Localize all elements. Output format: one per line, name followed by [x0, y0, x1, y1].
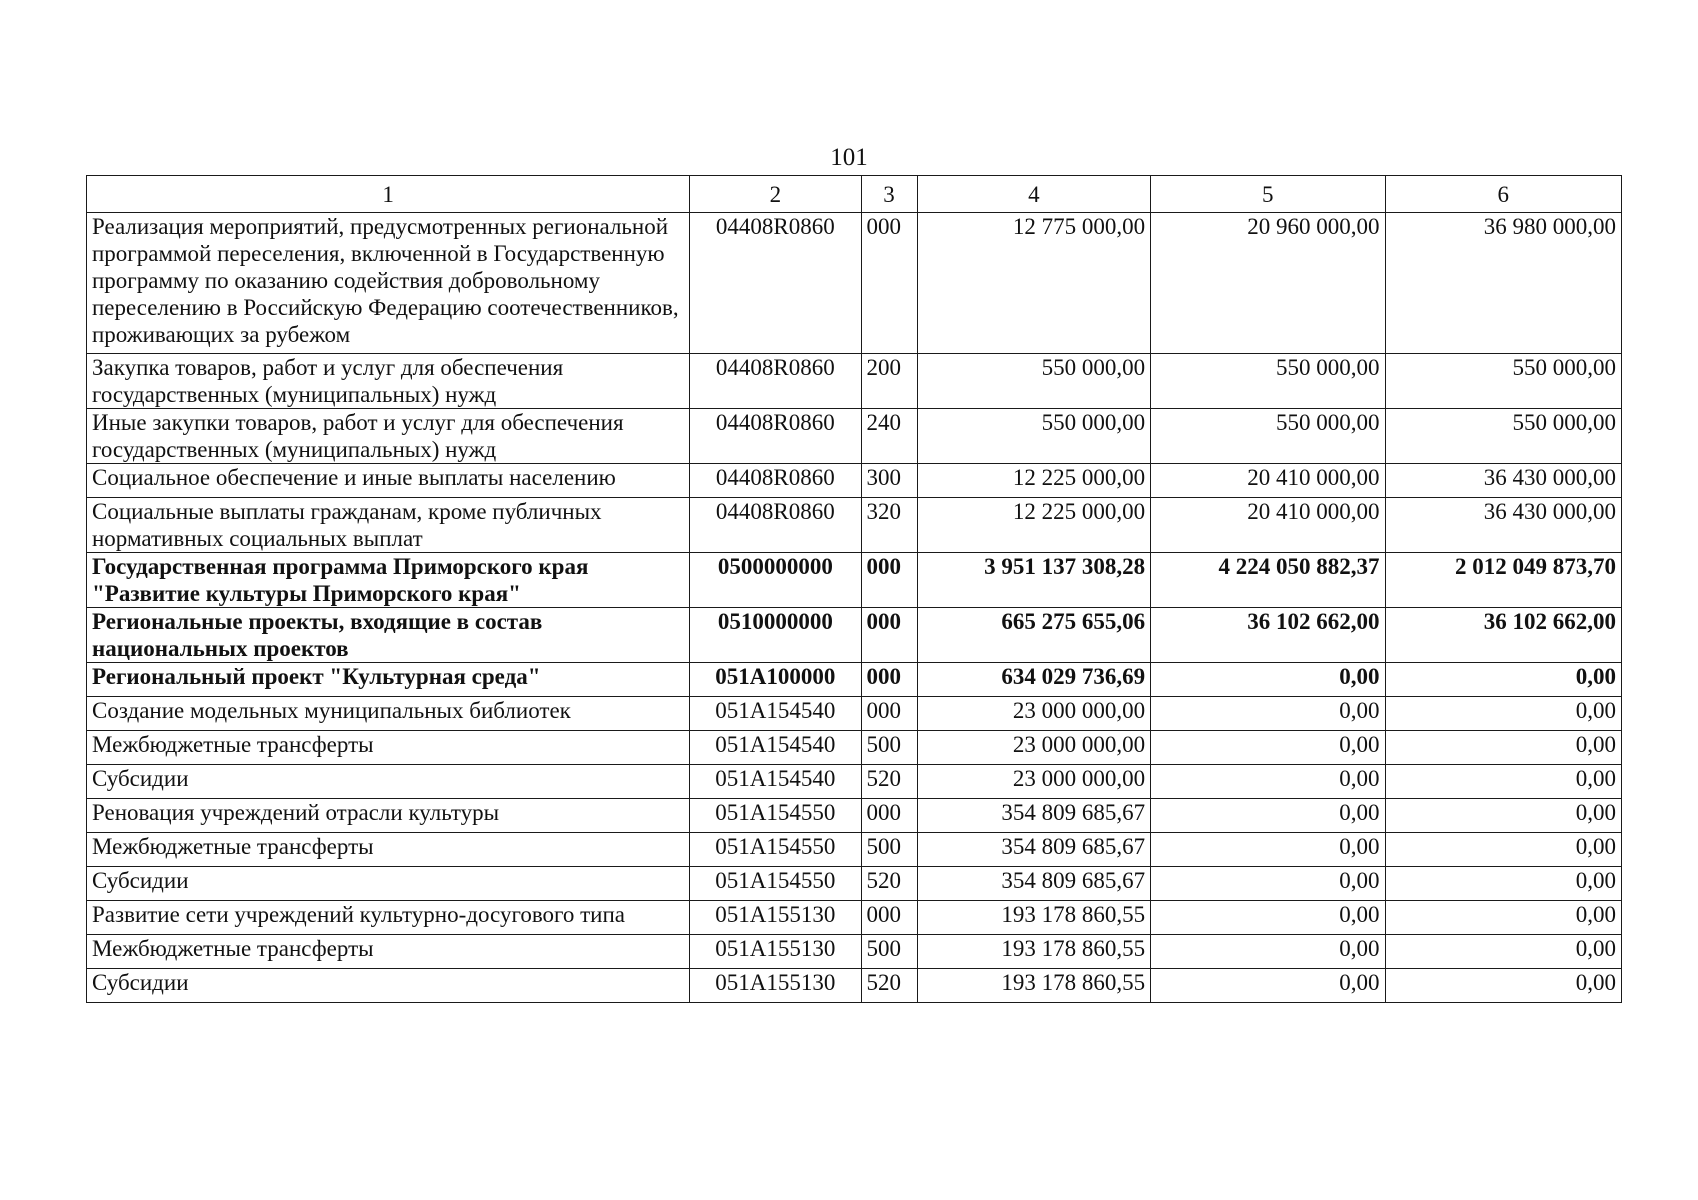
row-value-col4: 634 029 736,69 — [917, 663, 1150, 697]
row-value-col6: 550 000,00 — [1385, 409, 1621, 464]
row-type: 000 — [861, 608, 917, 663]
header-col-1: 1 — [87, 176, 690, 213]
row-name: Закупка товаров, работ и услуг для обеспечения государственных (муниципальных) нужд — [87, 354, 690, 409]
table-row — [87, 969, 1622, 1003]
table-row — [87, 663, 1622, 697]
row-value-col6: 0,00 — [1385, 867, 1621, 901]
row-value-col5: 0,00 — [1151, 935, 1385, 969]
row-value-col4: 3 951 137 308,28 — [917, 553, 1150, 608]
row-type: 000 — [861, 697, 917, 731]
row-type: 300 — [861, 464, 917, 498]
table-row — [87, 498, 1622, 553]
row-value-col6: 36 430 000,00 — [1385, 464, 1621, 498]
row-code: 051A154540 — [690, 765, 861, 799]
row-value-col4: 550 000,00 — [917, 409, 1150, 464]
row-type: 500 — [861, 935, 917, 969]
row-value-col5: 36 102 662,00 — [1151, 608, 1385, 663]
row-type: 520 — [861, 969, 917, 1003]
row-value-col4: 354 809 685,67 — [917, 867, 1150, 901]
row-value-col4: 23 000 000,00 — [917, 765, 1150, 799]
row-name: Субсидии — [87, 969, 690, 1003]
row-value-col4: 12 225 000,00 — [917, 498, 1150, 553]
header-col-5: 5 — [1151, 176, 1385, 213]
table-row — [87, 935, 1622, 969]
table-row — [87, 901, 1622, 935]
table-row — [87, 608, 1622, 663]
row-value-col5: 0,00 — [1151, 731, 1385, 765]
row-name: Социальное обеспечение и иные выплаты населению — [87, 464, 690, 498]
page-number: 101 — [830, 144, 868, 171]
row-type: 320 — [861, 498, 917, 553]
row-name: Развитие сети учреждений культурно-досугового типа — [87, 901, 690, 935]
row-value-col4: 550 000,00 — [917, 354, 1150, 409]
row-type: 500 — [861, 833, 917, 867]
table-row — [87, 553, 1622, 608]
table-row — [87, 731, 1622, 765]
row-code: 04408R0860 — [690, 213, 861, 354]
row-type: 200 — [861, 354, 917, 409]
table-row — [87, 464, 1622, 498]
row-value-col4: 193 178 860,55 — [917, 935, 1150, 969]
row-value-col6: 2 012 049 873,70 — [1385, 553, 1621, 608]
row-type: 500 — [861, 731, 917, 765]
row-code: 051A155130 — [690, 901, 861, 935]
budget-table — [86, 175, 1622, 1003]
row-value-col5: 20 410 000,00 — [1151, 464, 1385, 498]
row-code: 04408R0860 — [690, 498, 861, 553]
header-row — [87, 176, 1622, 213]
row-value-col4: 193 178 860,55 — [917, 901, 1150, 935]
row-value-col5: 550 000,00 — [1151, 409, 1385, 464]
row-name: Государственная программа Приморского края "Развитие культуры Приморского края" — [87, 553, 690, 608]
table-row — [87, 799, 1622, 833]
row-name: Региональный проект "Культурная среда" — [87, 663, 690, 697]
row-value-col5: 20 960 000,00 — [1151, 213, 1385, 354]
row-name: Субсидии — [87, 765, 690, 799]
row-value-col5: 0,00 — [1151, 969, 1385, 1003]
row-code: 04408R0860 — [690, 354, 861, 409]
row-code: 051A155130 — [690, 935, 861, 969]
row-code: 051A155130 — [690, 969, 861, 1003]
table-row — [87, 213, 1622, 354]
table-row — [87, 765, 1622, 799]
row-value-col5: 0,00 — [1151, 663, 1385, 697]
row-type: 520 — [861, 867, 917, 901]
row-code: 051A154550 — [690, 867, 861, 901]
row-code: 0510000000 — [690, 608, 861, 663]
row-value-col6: 0,00 — [1385, 935, 1621, 969]
table-body — [87, 213, 1622, 1003]
row-value-col6: 0,00 — [1385, 731, 1621, 765]
header-col-6: 6 — [1385, 176, 1621, 213]
row-value-col6: 0,00 — [1385, 799, 1621, 833]
row-type: 240 — [861, 409, 917, 464]
row-value-col4: 193 178 860,55 — [917, 969, 1150, 1003]
row-type: 000 — [861, 553, 917, 608]
table-row — [87, 409, 1622, 464]
row-value-col5: 550 000,00 — [1151, 354, 1385, 409]
row-code: 04408R0860 — [690, 464, 861, 498]
row-name: Межбюджетные трансферты — [87, 935, 690, 969]
row-type: 520 — [861, 765, 917, 799]
row-type: 000 — [861, 663, 917, 697]
row-code: 0500000000 — [690, 553, 861, 608]
table-row — [87, 867, 1622, 901]
row-value-col4: 354 809 685,67 — [917, 799, 1150, 833]
row-value-col5: 20 410 000,00 — [1151, 498, 1385, 553]
row-code: 051A154540 — [690, 697, 861, 731]
row-name: Социальные выплаты гражданам, кроме публичных нормативных социальных выплат — [87, 498, 690, 553]
row-value-col6: 550 000,00 — [1385, 354, 1621, 409]
header-col-2: 2 — [690, 176, 861, 213]
row-value-col4: 665 275 655,06 — [917, 608, 1150, 663]
row-value-col5: 0,00 — [1151, 901, 1385, 935]
row-value-col6: 0,00 — [1385, 663, 1621, 697]
row-value-col5: 0,00 — [1151, 765, 1385, 799]
header-col-3: 3 — [861, 176, 917, 213]
row-type: 000 — [861, 901, 917, 935]
row-code: 04408R0860 — [690, 409, 861, 464]
row-name: Создание модельных муниципальных библиотек — [87, 697, 690, 731]
row-code: 051A154540 — [690, 731, 861, 765]
row-value-col4: 23 000 000,00 — [917, 697, 1150, 731]
row-value-col6: 0,00 — [1385, 969, 1621, 1003]
header-col-4: 4 — [917, 176, 1150, 213]
row-code: 051A100000 — [690, 663, 861, 697]
row-code: 051A154550 — [690, 833, 861, 867]
row-value-col6: 36 980 000,00 — [1385, 213, 1621, 354]
table-row — [87, 354, 1622, 409]
row-value-col5: 0,00 — [1151, 697, 1385, 731]
row-name: Реновация учреждений отрасли культуры — [87, 799, 690, 833]
row-name: Межбюджетные трансферты — [87, 731, 690, 765]
row-name: Региональные проекты, входящие в состав национальных проектов — [87, 608, 690, 663]
row-type: 000 — [861, 799, 917, 833]
row-value-col4: 12 225 000,00 — [917, 464, 1150, 498]
row-value-col5: 0,00 — [1151, 867, 1385, 901]
row-type: 000 — [861, 213, 917, 354]
row-value-col5: 4 224 050 882,37 — [1151, 553, 1385, 608]
row-name: Межбюджетные трансферты — [87, 833, 690, 867]
row-value-col6: 0,00 — [1385, 697, 1621, 731]
row-value-col5: 0,00 — [1151, 799, 1385, 833]
row-value-col5: 0,00 — [1151, 833, 1385, 867]
row-value-col4: 23 000 000,00 — [917, 731, 1150, 765]
table-row — [87, 697, 1622, 731]
row-value-col6: 0,00 — [1385, 901, 1621, 935]
table-row — [87, 833, 1622, 867]
row-value-col6: 0,00 — [1385, 765, 1621, 799]
row-value-col4: 12 775 000,00 — [917, 213, 1150, 354]
row-value-col6: 0,00 — [1385, 833, 1621, 867]
row-name: Субсидии — [87, 867, 690, 901]
row-name: Реализация мероприятий, предусмотренных региональной программой переселения, включенной в Государственную программу по оказанию содействия добровольному переселению в Российскую Федерацию соотечественников, проживающих за рубежом — [87, 213, 690, 354]
row-value-col6: 36 102 662,00 — [1385, 608, 1621, 663]
row-value-col4: 354 809 685,67 — [917, 833, 1150, 867]
row-value-col6: 36 430 000,00 — [1385, 498, 1621, 553]
row-code: 051A154550 — [690, 799, 861, 833]
row-name: Иные закупки товаров, работ и услуг для обеспечения государственных (муниципальных) нужд — [87, 409, 690, 464]
